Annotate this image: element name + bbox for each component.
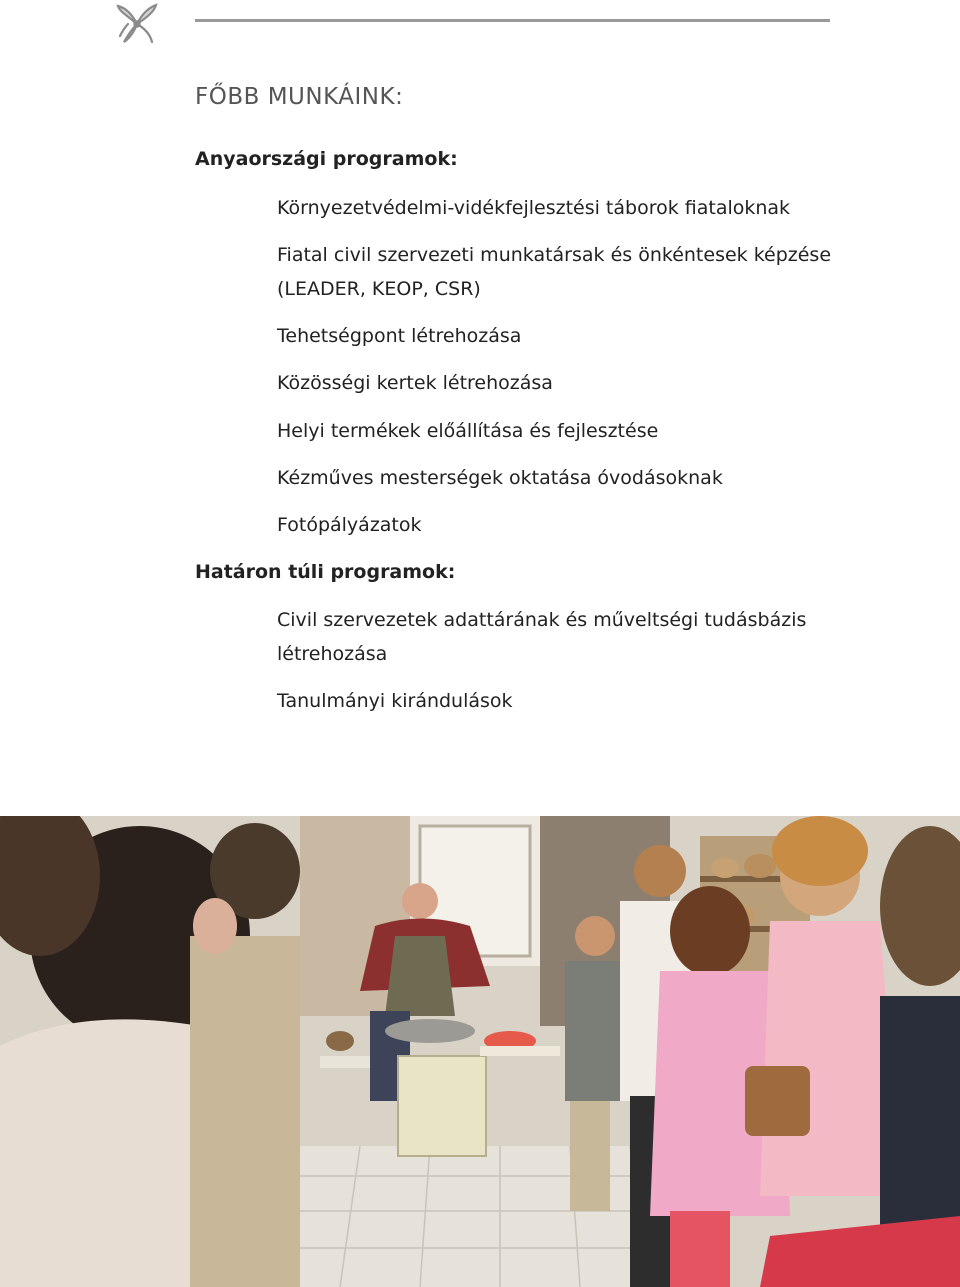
pottery-wheel-demonstration-photo — [0, 816, 960, 1287]
list-item: Tanulmányi kirándulások — [277, 690, 513, 712]
header-divider — [195, 19, 830, 22]
list-item: Helyi termékek előállítása és fejlesztése — [277, 420, 659, 442]
list-item: Fotópályázatok — [277, 514, 422, 536]
list-item: Környezetvédelmi-vidékfejlesztési táborok fiataloknak — [277, 197, 791, 219]
list-item: Civil szervezetek adattárának és műveltségi tudásbázis létrehozása — [277, 609, 807, 665]
list-item: Fiatal civil szervezeti munkatársak és önkéntesek képzése (LEADER, KEOP, CSR) — [277, 244, 832, 300]
list-item: Kézműves mesterségek oktatása óvodásoknak — [277, 467, 723, 489]
section-heading-abroad: Határon túli programok: — [195, 561, 456, 583]
flower-ornament-icon — [114, 2, 160, 44]
list-item: Közösségi kertek létrehozása — [277, 372, 553, 394]
page-title: FŐBB MUNKÁINK: — [195, 84, 404, 110]
section-heading-domestic: Anyaországi programok: — [195, 148, 458, 170]
list-item: Tehetségpont létrehozása — [277, 325, 522, 347]
